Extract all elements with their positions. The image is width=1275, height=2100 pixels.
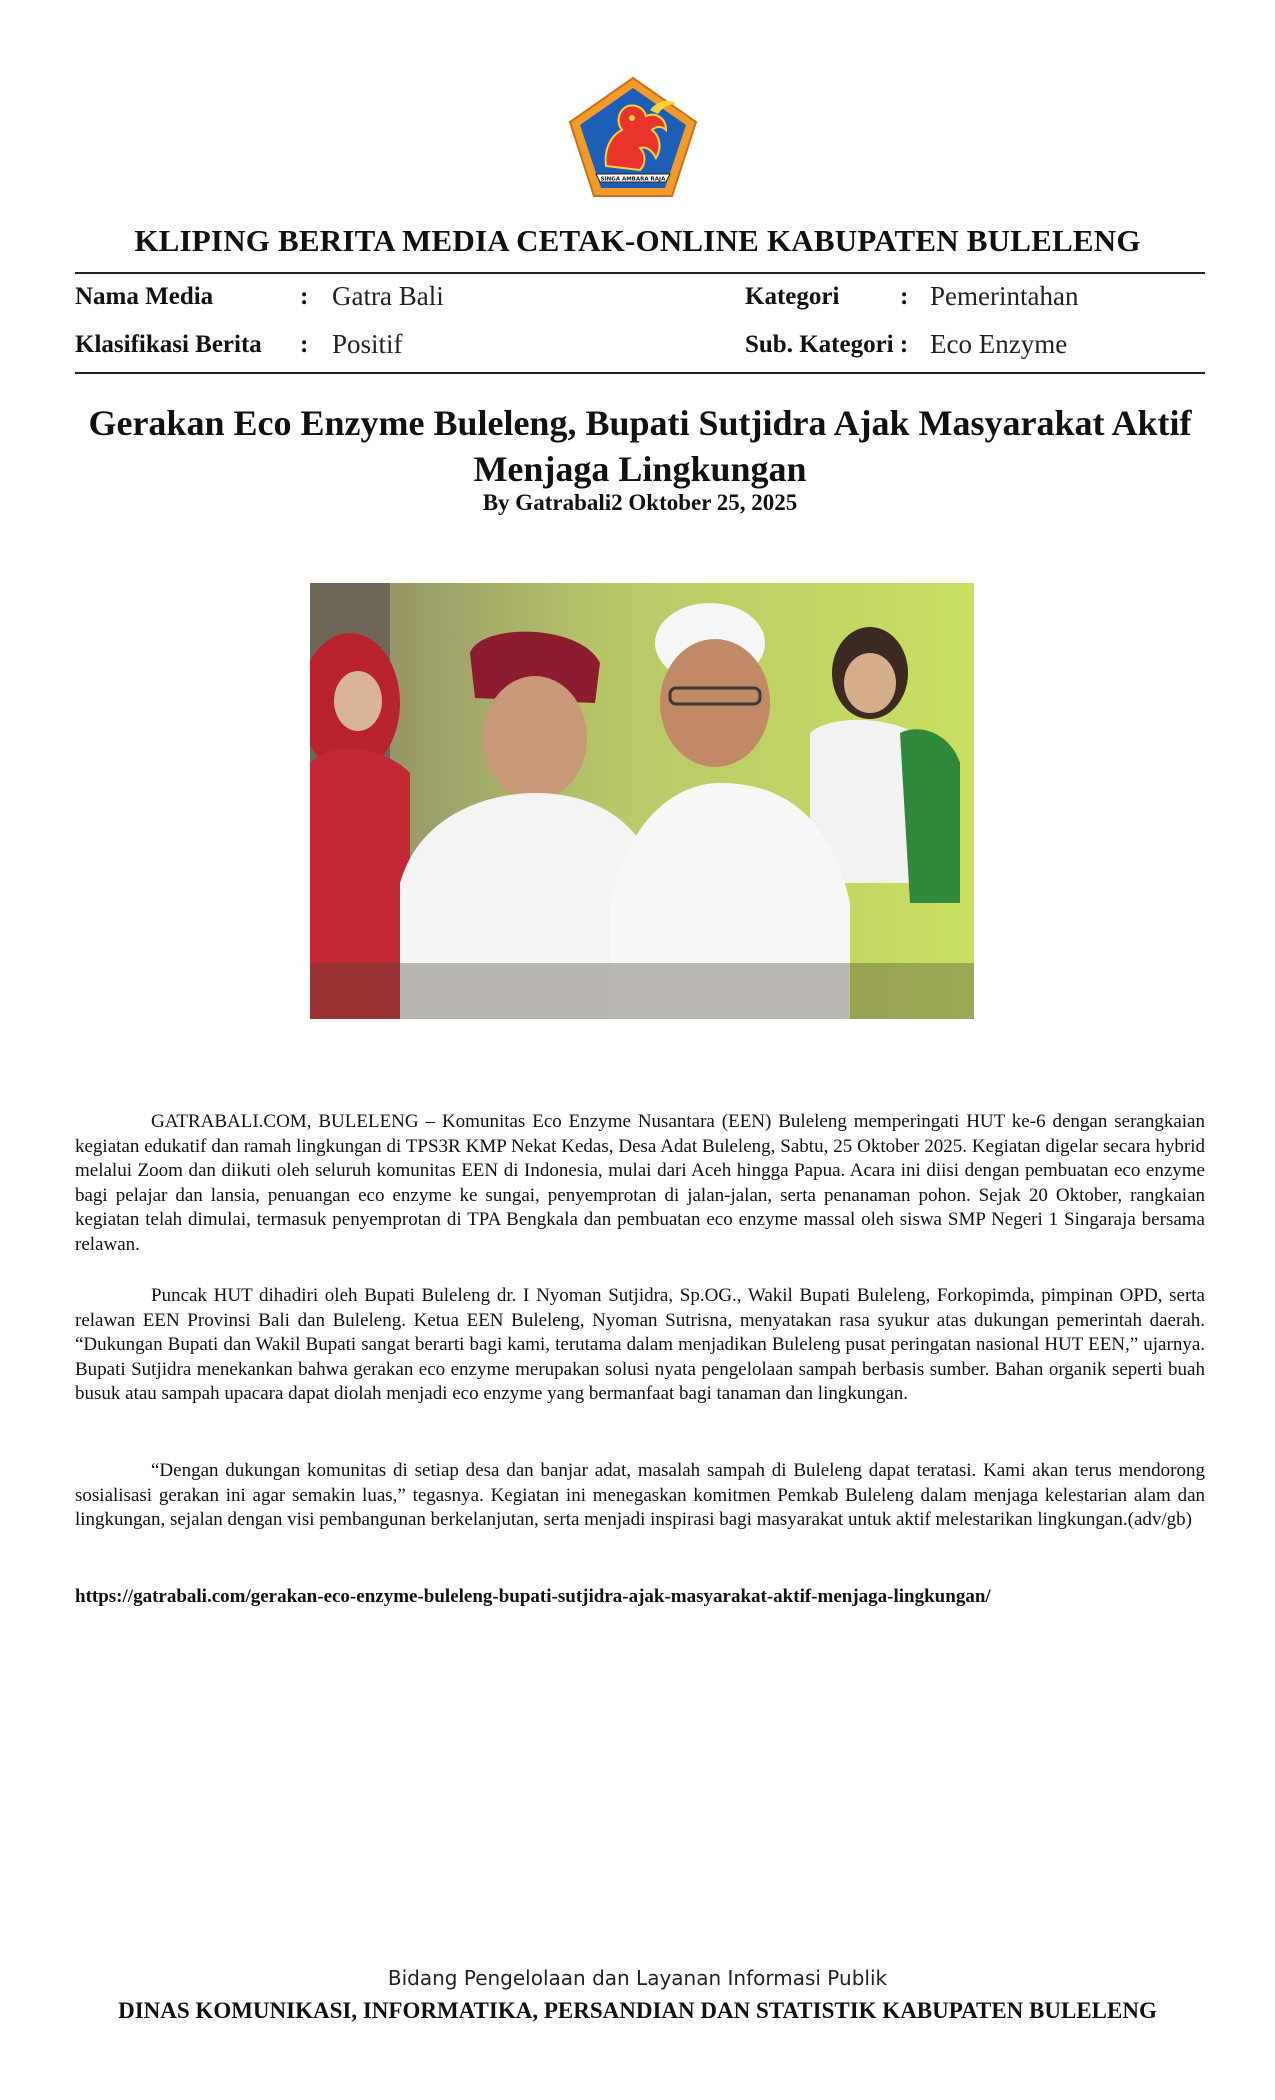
subcategory-label: Sub. Kategori :	[745, 331, 909, 358]
logo-motto: SINGA AMBARA RAJA	[600, 176, 666, 183]
article-paragraph-2	[75, 1284, 1205, 1407]
classification-value: Positif	[332, 329, 403, 359]
category-value: Pemerintahan	[930, 281, 1079, 311]
media-name-value: Gatra Bali	[332, 281, 444, 311]
buleleng-emblem-icon	[566, 74, 700, 200]
category-label: Kategori	[745, 283, 840, 310]
category-colon: :	[900, 283, 909, 310]
article-title-line1: Gerakan Eco Enzyme Buleleng, Bupati Sutjidra Ajak Masyarakat Aktif	[88, 403, 1192, 443]
article-title	[75, 400, 1205, 492]
news-photo-icon	[310, 583, 974, 1019]
article-paragraph-1	[75, 1110, 1205, 1257]
classification-label: Klasifikasi Berita	[75, 331, 262, 358]
header-divider-top	[75, 272, 1205, 274]
media-name-colon: :	[300, 283, 309, 310]
source-url-link[interactable]: https://gatrabali.com/gerakan-eco-enzyme-buleleng-bupati-sutjidra-ajak-masyarakat-aktif-menjaga-lingkungan/	[75, 1586, 991, 1607]
header-divider-bottom	[75, 372, 1205, 374]
article-paragraph-3-text: “Dengan dukungan komunitas di setiap desa dan banjar adat, masalah sampah di Buleleng dapat teratasi. Kami akan terus mendorong sosialisasi gerakan ini agar semakin luas,” tegasnya. Kegiatan ini menegaskan komitmen Pemkab Buleleng dalam menjaga kelestarian alam dan lingkungan, sejalan dengan visi pembangunan berkelanjutan, serta menjadi inspirasi bagi masyarakat untuk aktif melestarikan lingkungan.(adv/gb)	[75, 1460, 1205, 1530]
media-name-label: Nama Media	[75, 283, 214, 310]
article-paragraph-3	[75, 1459, 1205, 1533]
article-paragraph-1-text: GATRABALI.COM, BULELENG – Komunitas Eco Enzyme Nusantara (EEN) Buleleng memperingati HUT ke-6 dengan serangkaian kegiatan edukatif dan ramah lingkungan di TPS3R KMP Nekat Kedas, Desa Adat Buleleng, Sabtu, 25 Oktober 2025. Kegiatan digelar secara hybrid melalui Zoom dan diikuti oleh seluruh komunitas EEN di Indonesia, mulai dari Aceh hingga Papua. Acara ini diisi dengan pembuatan eco enzyme bagi pelajar dan lansia, penuangan eco enzyme ke sungai, penyemprotan di jalan-jalan, serta penanaman pohon. Sejak 20 Oktober, rangkaian kegiatan telah dimulai, termasuk penyemprotan di TPA Bengkala dan pembuatan eco enzyme massal oleh siswa SMP Negeri 1 Singaraja bersama relawan.	[75, 1111, 1205, 1255]
article-paragraph-2-text: Puncak HUT dihadiri oleh Bupati Buleleng dr. I Nyoman Sutjidra, Sp.OG., Wakil Bupati Buleleng, Forkopimda, pimpinan OPD, serta relawan EEN Provinsi Bali dan Buleleng. Ketua EEN Buleleng, Nyoman Sutrisna, menyatakan rasa syukur atas dukungan pemerintah daerah. “Dukungan Bupati dan Wakil Bupati sangat berarti bagi kami, terutama dalam menjadikan Buleleng pusat peringatan nasional HUT EEN,” ujarnya. Bupati Sutjidra menekankan bahwa gerakan eco enzyme merupakan solusi nyata pengelolaan sampah berbasis sumber. Bahan organik seperti buah busuk atau sampah upacara dapat diolah menjadi eco enzyme yang bermanfaat bagi tanaman dan lingkungan.	[75, 1285, 1205, 1404]
article-title-line2: Menjaga Lingkungan	[473, 449, 807, 489]
article-byline: By Gatrabali2 Oktober 25, 2025	[482, 490, 798, 515]
subcategory-value: Eco Enzyme	[930, 329, 1068, 359]
classification-colon: :	[300, 331, 309, 358]
footer-division: Bidang Pengelolaan dan Layanan Informasi Publik	[387, 1966, 888, 1990]
clipping-header-title: KLIPING BERITA MEDIA CETAK-ONLINE KABUPATEN BULELENG	[134, 223, 1141, 258]
footer-agency: DINAS KOMUNIKASI, INFORMATIKA, PERSANDIAN DAN STATISTIK KABUPATEN BULELENG	[118, 1998, 1157, 2023]
